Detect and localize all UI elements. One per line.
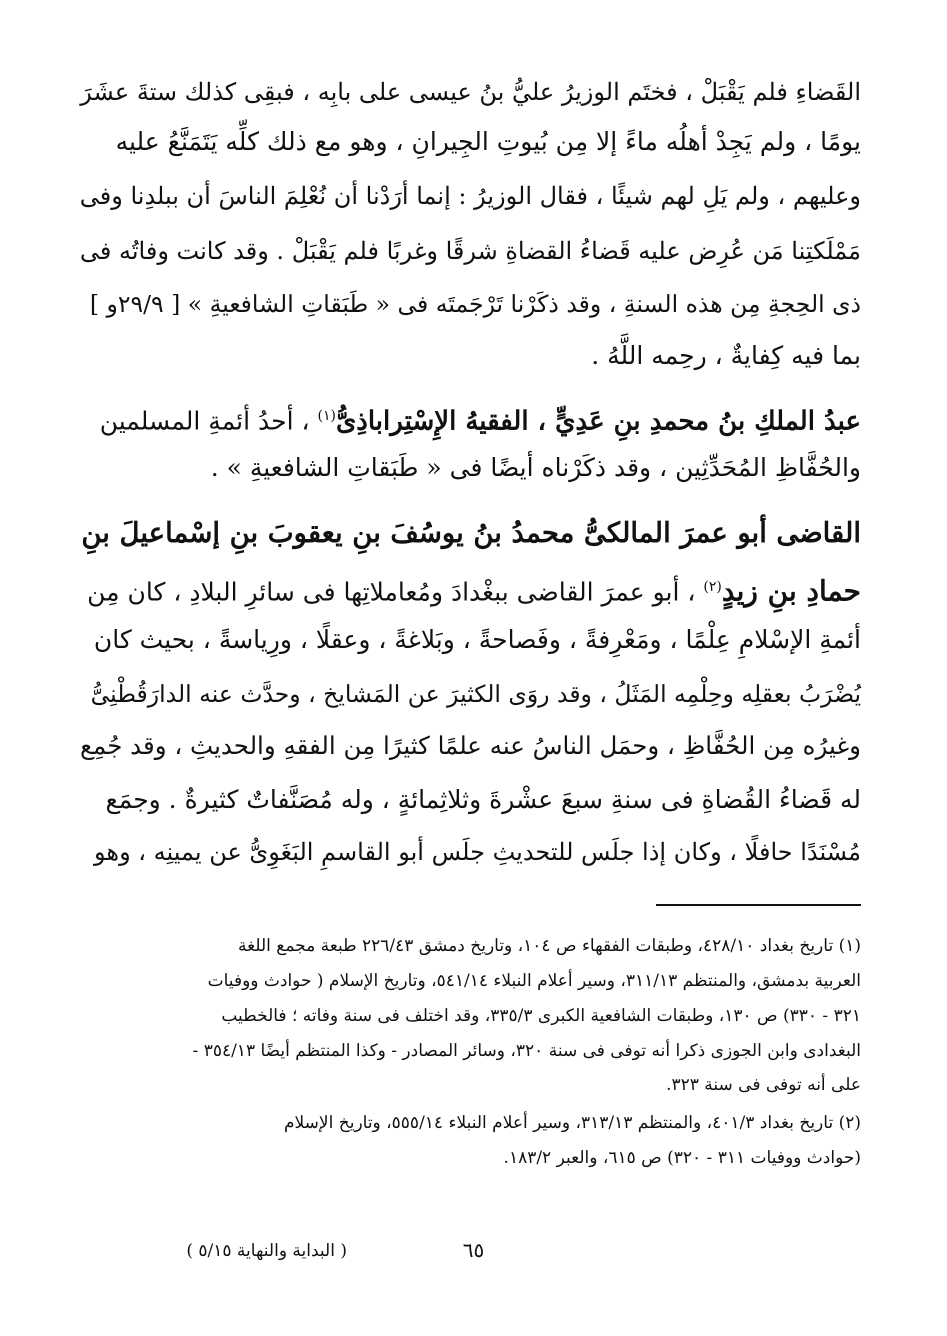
entry-abu-umar-line-7: مُسْنَدًا حافلًا ، وكان إذا جلَس للتحديثِ جلَس أبو القاسمِ البَغَوِىُّ عن يمينِه ، وهو xyxy=(94,838,861,866)
footnote-line-1: (١) تاريخ بغداد ٤٢٨/١٠، وطبقات الفقهاء ص ١٠٤، وتاريخ دمشق ٢٢٦/٤٣ طبعة مجمع اللغة xyxy=(238,936,861,956)
entry-abu-umar-line-2-tail: ، أبو عمرَ القاضى ببغْدادَ ومُعاملاتِها فى سائرِ البلادِ ، كان مِن xyxy=(87,577,704,607)
body-line-3: وعليهم ، ولم يَلِ لهم شيئًا ، فقال الوزيرُ : إنما أرَدْنا أن نُعْلِمَ الناسَ أن ببلدِنا وفى xyxy=(79,182,861,210)
body-line-5: ذى الحِجةِ مِن هذه السنةِ ، وقد ذكَرْنا تَرْجَمتَه فى « طَبَقاتِ الشافعيةِ » [ ٢٩/٩و ] xyxy=(89,290,861,318)
entry-abd-al-malik-name: عبدُ الملكِ بنُ محمدِ بنِ عَدِيٍّ ، الفقيهُ الإِسْتِراباذِىُّ xyxy=(335,406,861,437)
body-line-2: يومًا ، ولم يَجِدْ أهلُه ماءً إلا مِن بُيوتِ الجِيرانِ ، وهو مع ذلك كلِّه يَتَمَنَّعُ عليه xyxy=(115,127,861,156)
footnote-line-3: ٣٢١ - ٣٣٠) ص ١٣٠، وطبقات الشافعية الكبرى ٣٣٥/٣، وقد اختلف فى سنة وفاته ؛ فالخطيب xyxy=(221,1006,861,1026)
body-line-1: القَضاءِ فلم يَقْبَلْ ، فختَم الوزيرُ عليُّ بنُ عيسى على بابِه ، فبقِى كذلك ستةَ عشَرَ xyxy=(80,78,861,106)
page-number: ٦٥ xyxy=(462,1238,485,1262)
entry-abu-umar-title: القاضى أبو عمرَ المالكىُّ محمدُ بنُ يوسُفَ بنِ يعقوبَ بنِ إسْماعيلَ بنِ xyxy=(81,517,861,549)
footnote-ref-2: (٢) xyxy=(703,579,722,595)
entry-abu-umar-line-5: وغيرُه مِن الحُفَّاظِ ، وحمَل الناسُ عنه علمًا كثيرًا مِن الفقهِ والحديثِ ، وقد جُمِع xyxy=(80,731,861,760)
footnote-line-6: (٢) تاريخ بغداد ٤٠١/٣، والمنتظم ٣١٣/١٣، وسير أعلام النبلاء ٥٥٥/١٤، وتاريخ الإسلام xyxy=(284,1113,861,1133)
book-reference: ( البداية والنهاية ٥/١٥ ) xyxy=(186,1241,347,1261)
footnote-line-4: البغدادى وابن الجوزى ذكرا أنه توفى فى سنة ٣٢٠، وسائر المصادر - وكذا المنتظم أيضًا ٣٥٤/١٣ - xyxy=(192,1041,861,1061)
entry-abu-umar-line-6: له قَضاءُ القُضاةِ فى سنةِ سبعَ عشْرةَ وثلاثِمائةٍ ، وله مُصَنَّفاتٌ كثيرةٌ . وجمَع xyxy=(105,785,861,814)
footnote-ref-1: (١) xyxy=(317,408,336,424)
entry-abd-al-malik-line-2: والحُفَّاظِ المُحَدِّثِين ، وقد ذكَرْناه أيضًا فى « طَبَقاتِ الشافعيةِ » . xyxy=(210,453,861,482)
entry-abd-al-malik-line-1 xyxy=(81,396,861,441)
entry-abu-umar-line-2 xyxy=(81,567,861,612)
footnote-line-2: العربية بدمشق، والمنتظم ٣١١/١٣، وسير أعلام النبلاء ٥٤١/١٤، وتاريخ الإسلام ( حوادث ووفيات xyxy=(207,971,861,991)
body-line-6: بما فيه كِفايةٌ ، رحِمه اللَّهُ . xyxy=(591,341,861,370)
entry-abd-al-malik-tail: ، أحدُ أئمةِ المسلمين xyxy=(99,406,318,436)
footnote-line-7: (حوادث ووفيات ٣١١ - ٣٢٠) ص ٦١٥، والعبر ١٨٣/٢. xyxy=(503,1148,861,1168)
body-line-4: مَمْلَكتِنا مَن عُرِض عليه قَضاءُ القضاةِ شرقًا وغربًا فلم يَقْبَلْ . وقد كانت وفاتُه فى xyxy=(79,237,861,265)
entry-abu-umar-name-end: حمادِ بنِ زيدٍ xyxy=(721,574,861,608)
entry-abu-umar-line-4: يُضْرَبُ بعقلِه وحِلْمِه المَثَلُ ، وقد روَى الكثيرَ عن المَشايخ ، وحدَّث عنه الدارَقُطْنِىُّ xyxy=(90,680,861,708)
footnote-line-5: على أنه توفى فى سنة ٣٢٣. xyxy=(666,1075,861,1095)
entry-abu-umar-line-3: أئمةِ الإسْلامِ عِلْمًا ، ومَعْرِفةً ، وفَصاحةً ، وبَلاغةً ، وعقلًا ، ورِياسةً ، بحيث كان xyxy=(93,625,861,654)
footnote-divider xyxy=(656,904,861,906)
